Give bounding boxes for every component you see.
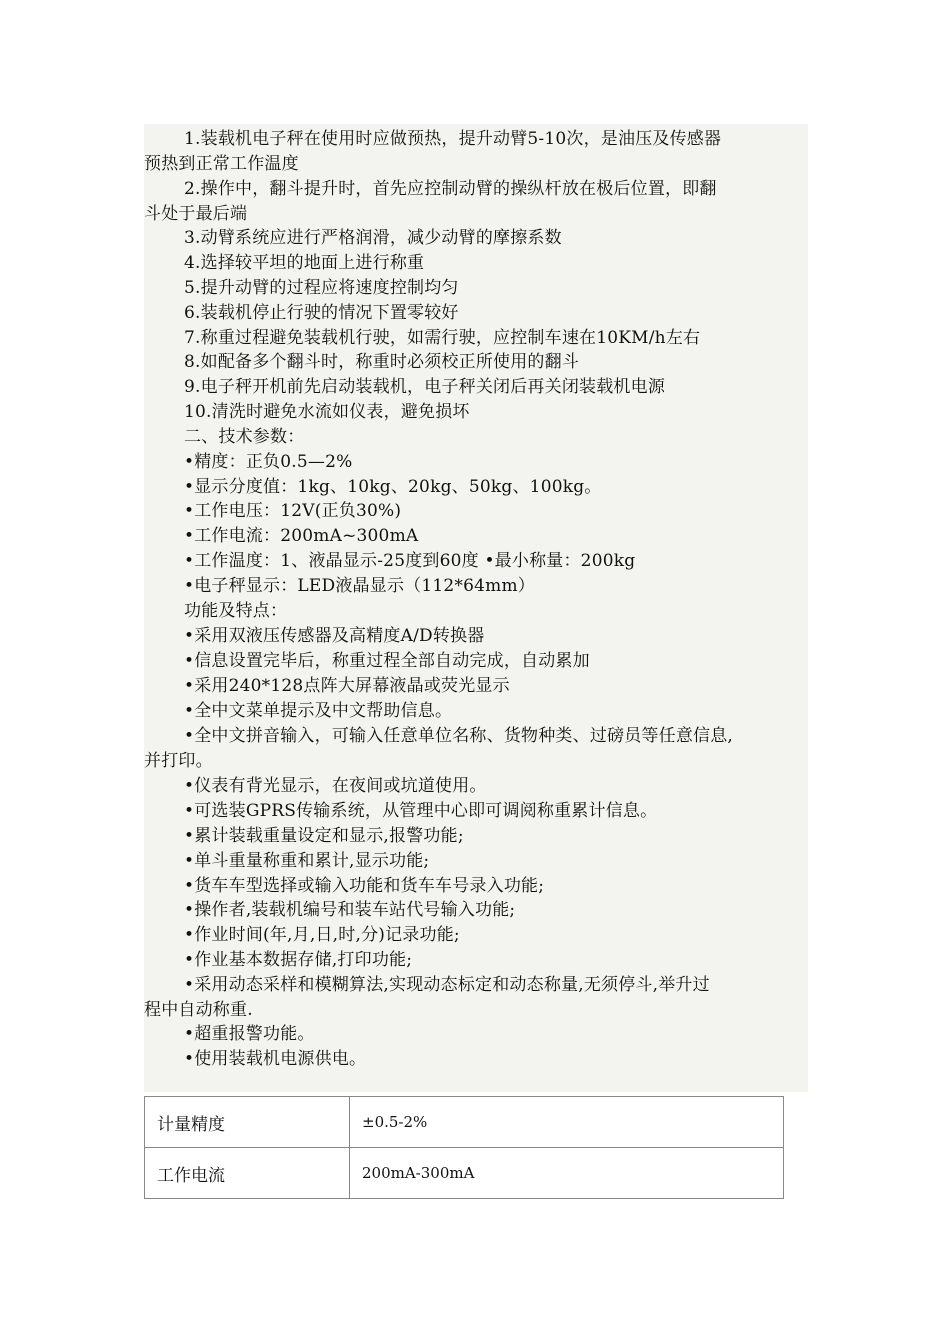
feature-item: •仪表有背光显示，在夜间或坑道使用。 xyxy=(184,776,487,796)
table-row xyxy=(145,1148,784,1199)
feature-item: •采用动态采样和模糊算法,实现动态标定和动态称量,无须停斗,举升过 xyxy=(184,975,710,995)
spec-item: •工作温度：1、液晶显示-25度到60度 •最小称量：200kg xyxy=(184,551,636,571)
spec-table xyxy=(144,1096,784,1199)
spec-item: •电子秤显示：LED液晶显示（112*64mm） xyxy=(184,576,535,596)
text-line: 10.清洗时避免水流如仪表，避免损坏 xyxy=(184,402,470,422)
text-line: 5.提升动臂的过程应将速度控制均匀 xyxy=(184,278,459,298)
feature-item: •作业基本数据存储,打印功能; xyxy=(184,950,413,970)
text-line: 1.装载机电子秤在使用时应做预热，提升动臂5-10次，是油压及传感器 xyxy=(184,129,722,149)
feature-item: •采用240*128点阵大屏幕液晶或荧光显示 xyxy=(184,676,510,696)
text-line: 4.选择较平坦的地面上进行称重 xyxy=(184,253,425,273)
feature-item: •累计装载重量设定和显示,报警功能; xyxy=(184,826,464,846)
text-line: 3.动臂系统应进行严格润滑，减少动臂的摩擦系数 xyxy=(184,228,562,248)
feature-item: •货车车型选择或输入功能和货车车号录入功能; xyxy=(184,876,545,896)
spec-item: •工作电压：12V(正负30%) xyxy=(184,501,402,521)
feature-item: •采用双液压传感器及高精度A/D转换器 xyxy=(184,626,485,646)
feature-item: 并打印。 xyxy=(144,751,213,771)
feature-item: 程中自动称重. xyxy=(144,1000,253,1020)
spec-item: •显示分度值：1kg、10kg、20kg、50kg、100kg。 xyxy=(184,477,602,497)
feature-item: •使用装载机电源供电。 xyxy=(184,1049,367,1069)
feature-item: •单斗重量称重和累计,显示功能; xyxy=(184,851,430,871)
text-line: 2.操作中，翻斗提升时，首先应控制动臂的操纵杆放在极后位置，即翻 xyxy=(184,179,717,199)
text-line: 7.称重过程避免装载机行驶，如需行驶，应控制车速在10KM/h左右 xyxy=(184,328,701,348)
text-line: 8.如配备多个翻斗时，称重时必须校正所使用的翻斗 xyxy=(184,352,580,372)
table-cell-label: 计量精度 xyxy=(145,1097,350,1148)
spec-item: •工作电流：200mA~300mA xyxy=(184,526,419,546)
section-heading: 功能及特点： xyxy=(184,601,288,621)
table-cell-label: 工作电流 xyxy=(145,1148,350,1199)
feature-item: •操作者,装载机编号和装车站代号输入功能; xyxy=(184,900,516,920)
feature-item: •全中文菜单提示及中文帮助信息。 xyxy=(184,701,453,721)
text-line: 9.电子秤开机前先启动装载机，电子秤关闭后再关闭装载机电源 xyxy=(184,377,666,397)
feature-item: •信息设置完毕后，称重过程全部自动完成，自动累加 xyxy=(184,651,590,671)
feature-item: •可选装GPRS传输系统，从管理中心即可调阅称重累计信息。 xyxy=(184,801,658,821)
section-heading: 二、技术参数： xyxy=(184,427,305,447)
feature-item: •作业时间(年,月,日,时,分)记录功能; xyxy=(184,925,460,945)
text-line: 6.装载机停止行驶的情况下置零较好 xyxy=(184,303,459,323)
feature-item: •全中文拼音输入，可输入任意单位名称、货物种类、过磅员等任意信息, xyxy=(184,726,734,746)
feature-item: •超重报警功能。 xyxy=(184,1024,315,1044)
table-row xyxy=(145,1097,784,1148)
spec-item: •精度：正负0.5—2% xyxy=(184,452,353,472)
text-line: 斗处于最后端 xyxy=(144,204,248,224)
table-cell-value: ±0.5-2% xyxy=(350,1097,784,1148)
table-cell-value: 200mA-300mA xyxy=(350,1148,784,1199)
text-line: 预热到正常工作温度 xyxy=(144,154,299,174)
